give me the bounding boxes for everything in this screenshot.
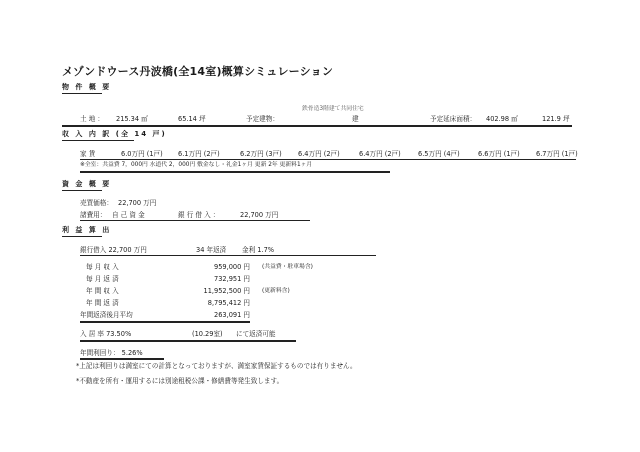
row-label: 毎 月 返 済 [86,275,119,283]
planned-building-value-top: 鉄骨造3階建て共同住宅 [302,106,364,112]
income-note: ※全室：共益費 7，000円 水道代 2，000円 敷金なし・礼金1ヶ月 更新 2年 更新料1ヶ月 [80,162,313,168]
row-value: 11,952,500 円 [203,287,250,295]
section-underline [62,140,134,141]
avg-value: 263,091 円 [214,311,250,319]
row-value: 732,951 円 [214,275,250,283]
row-note: (更新料含) [262,288,290,294]
row-label: 毎 月 収 入 [86,263,119,271]
rent-item: 6.1万円 (2戸) [178,150,220,158]
property-rule [62,125,572,127]
footnote: *上記は利回りは満室にての計算となっておりますが、満室家賃保証するものでは有りません。 [76,362,357,370]
rent-item: 6.0万円 (1戸) [121,150,163,158]
section-underline [62,236,102,237]
page-title: メゾンドウース丹波橋(全14室)概算シミュレーション [62,65,334,78]
expenses-value: 自 己 資 金 [112,211,145,219]
occupancy-note: にて返済可能 [236,330,276,338]
section-underline [62,190,102,191]
occupancy-rule [80,340,296,342]
rent-item: 6.2万円 (3戸) [240,150,282,158]
annual-yield: 年間利回り： 5.26% [80,349,143,357]
row-value: 8,795,412 円 [207,299,250,307]
section-heading-funding: 資 金 概 要 [62,180,112,188]
loan-rule [80,255,376,256]
avg-label: 年間返済後月平均 [80,311,133,319]
price-value: 22,700 万円 [118,199,157,207]
floor-area-label: 予定延床面積： [430,115,477,123]
interest-rate: 金利 1.7% [242,246,275,254]
price-label: 売買価格： [80,199,113,207]
land-label: 土 地 ： [80,115,104,123]
income-note-rule [80,171,390,173]
row-label: 年 間 返 済 [86,299,119,307]
yield-rule [80,358,164,360]
section-heading-property: 物 件 概 要 [62,83,112,91]
floor-area-sqm: 402.98 ㎡ [486,115,518,123]
loan-value: 22,700 万円 [240,211,279,219]
avg-rule [80,321,250,323]
row-value: 959,000 円 [214,263,250,271]
rent-label: 家 賃 [80,150,96,158]
loan-line: 銀行借入 22,700 万円 [80,246,147,254]
rent-item: 6.4万円 (2戸) [298,150,340,158]
expenses-label: 諸費用： [80,211,107,219]
row-note: (共益費・駐車場含) [262,264,313,270]
planned-building-value-bottom: 建 [352,115,359,123]
occupancy: 入 居 率 73.50% [80,330,132,338]
rent-item: 6.5万円 (4戸) [418,150,460,158]
loan-label: 銀 行 借 入 ： [178,211,220,219]
land-sqm: 215.34 ㎡ [116,115,148,123]
footnote: *不動産を所有・運用するには別途租税公課・修繕費等発生致します。 [76,377,284,385]
planned-building-label: 予定建物： [246,115,279,123]
rent-item: 6.7万円 (1戸) [536,150,578,158]
floor-area-tsubo: 121.9 坪 [542,115,570,123]
loan-years: 34 年返済 [196,246,227,254]
occupancy-rooms: (10.29室) [192,330,223,338]
rent-item: 6.4万円 (2戸) [359,150,401,158]
section-heading-income: 収 入 内 訳 (全 14 戸) [62,130,167,138]
land-tsubo: 65.14 坪 [178,115,206,123]
section-underline [62,93,102,94]
row-label: 年 間 収 入 [86,287,119,295]
rent-rule [80,159,576,160]
funding-rule [80,220,310,221]
rent-item: 6.6万円 (1戸) [478,150,520,158]
section-heading-profit: 利 益 算 出 [62,226,112,234]
